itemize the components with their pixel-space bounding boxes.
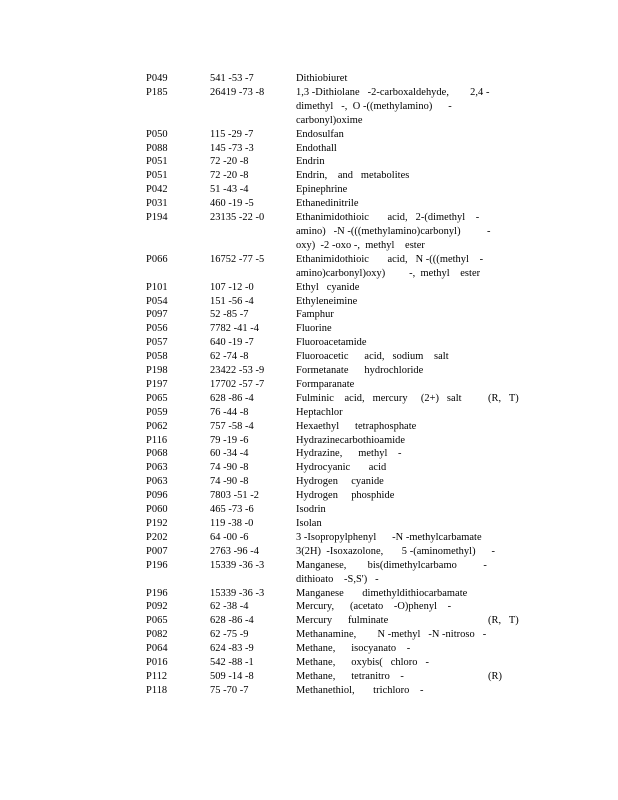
substance-name [296, 517, 488, 531]
waste-code: P042 [146, 184, 168, 196]
substance-name-line: amino)carbonyl)oxy) -, methyl ester [296, 267, 481, 279]
cas-number: 74 -90 -8 [210, 476, 249, 488]
cas-number: 460 -19 -5 [210, 198, 254, 210]
cas-number: 62 -74 -8 [210, 351, 249, 363]
table-row [0, 211, 618, 253]
substance-name [296, 350, 488, 364]
waste-code: P050 [146, 128, 168, 140]
table-row [0, 406, 618, 420]
substance-name [296, 336, 488, 350]
hazardous-waste-list [0, 72, 618, 698]
substance-name-line: Isodrin [296, 504, 326, 516]
table-row [0, 392, 618, 406]
substance-name [296, 392, 488, 406]
table-row [0, 364, 618, 378]
waste-code: P185 [146, 86, 168, 98]
cas-number: 151 -56 -4 [210, 295, 254, 307]
waste-code: P202 [146, 531, 168, 543]
substance-name [296, 545, 496, 559]
substance-name [296, 378, 488, 392]
substance-name-line: Ethanimidothioic acid, 2-(dimethyl - [296, 212, 480, 224]
waste-code: P064 [146, 643, 168, 655]
table-row [0, 350, 618, 364]
substance-name-line: Methanethiol, trichloro - [296, 684, 424, 696]
substance-name-line: Formetanate hydrochloride [296, 365, 424, 377]
substance-name [296, 155, 488, 169]
cas-number: 23135 -22 -0 [210, 212, 265, 224]
substance-name-line: Isolan [296, 518, 322, 529]
table-row [0, 72, 618, 86]
waste-code: P051 [146, 156, 168, 168]
substance-name-line: Famphur [296, 309, 334, 321]
substance-name [296, 420, 488, 434]
substance-name-line: Formparanate [296, 378, 355, 390]
substance-name [296, 614, 488, 628]
substance-name-line: dithioato -S,S') - [296, 573, 379, 585]
substance-name-line: carbonyl)oxime [296, 114, 363, 126]
substance-name-line: Hexaethyl tetraphosphate [296, 420, 417, 432]
waste-code: P056 [146, 323, 168, 335]
waste-code: P092 [146, 601, 168, 613]
substance-name [296, 211, 491, 253]
table-row [0, 670, 618, 684]
table-row [0, 600, 618, 614]
substance-name [296, 503, 488, 517]
substance-name-line: Ethyl cyanide [296, 281, 360, 293]
table-row [0, 531, 618, 545]
cas-number: 52 -85 -7 [210, 309, 249, 321]
cas-number: 115 -29 -7 [210, 128, 254, 140]
table-row [0, 656, 618, 670]
substance-name [296, 587, 488, 601]
substance-name-line: Endothall [296, 142, 337, 154]
table-row [0, 447, 618, 461]
cas-number: 72 -20 -8 [210, 170, 249, 182]
substance-name [296, 670, 488, 684]
substance-name-line: Mercury, (acetato -O)phenyl - [296, 601, 452, 613]
waste-code: P063 [146, 476, 168, 488]
substance-name [296, 600, 488, 614]
cas-number: 60 -34 -4 [210, 448, 249, 460]
cas-number: 51 -43 -4 [210, 184, 249, 196]
substance-name-line: Mercury fulminate [296, 615, 389, 627]
cas-number: 640 -19 -7 [210, 337, 254, 349]
cas-number: 107 -12 -0 [210, 281, 254, 293]
substance-name-line: 3(2H) -Isoxazolone, 5 -(aminomethyl) - [296, 545, 496, 557]
substance-name [296, 447, 488, 461]
substance-name-line: Heptachlor [296, 406, 343, 418]
substance-name-line: Endrin, and metabolites [296, 170, 410, 182]
substance-name [296, 72, 488, 86]
waste-code: P116 [146, 434, 168, 446]
substance-name-line: Hydrogen cyanide [296, 476, 384, 488]
substance-name [296, 197, 488, 211]
waste-code: P196 [146, 559, 168, 571]
waste-code: P063 [146, 462, 168, 474]
substance-name [296, 406, 488, 420]
table-row [0, 559, 618, 587]
cas-number: 62 -38 -4 [210, 601, 249, 613]
substance-name-line: Fluoroacetic acid, sodium salt [296, 351, 449, 363]
table-row [0, 183, 618, 197]
cas-number: 757 -58 -4 [210, 420, 254, 432]
waste-code: P054 [146, 295, 168, 307]
table-row [0, 169, 618, 183]
table-row [0, 253, 618, 281]
cas-number: 119 -38 -0 [210, 518, 254, 529]
waste-code: P016 [146, 657, 168, 669]
substance-name-line: Fluoroacetamide [296, 337, 367, 349]
table-row [0, 503, 618, 517]
substance-name [296, 642, 488, 656]
substance-name-line: Fulminic acid, mercury (2+) salt [296, 392, 462, 404]
waste-code: P088 [146, 142, 168, 154]
substance-name [296, 183, 488, 197]
cas-number: 628 -86 -4 [210, 392, 254, 404]
substance-name [296, 475, 488, 489]
table-row [0, 295, 618, 309]
cas-number: 16752 -77 -5 [210, 253, 265, 265]
substance-name-line: Methane, oxybis( chloro - [296, 657, 429, 669]
table-row [0, 86, 618, 128]
substance-name [296, 128, 488, 142]
cas-number: 15339 -36 -3 [210, 559, 265, 571]
table-row [0, 155, 618, 169]
waste-code: P066 [146, 253, 168, 265]
cas-number: 541 -53 -7 [210, 73, 254, 84]
substance-name [296, 628, 488, 642]
cas-number: 145 -73 -3 [210, 142, 254, 154]
table-row [0, 336, 618, 350]
substance-name [296, 364, 488, 378]
waste-code: P065 [146, 392, 168, 404]
waste-code: P068 [146, 448, 168, 460]
cas-number: 76 -44 -8 [210, 406, 249, 418]
substance-name-line: Hydrogen phosphide [296, 490, 395, 502]
waste-code: P198 [146, 365, 168, 377]
cas-number: 62 -75 -9 [210, 629, 249, 641]
waste-code: P049 [146, 73, 168, 84]
table-row [0, 517, 618, 531]
substance-name-line: oxy) -2 -oxo -, methyl ester [296, 239, 425, 251]
substance-name-line: Methane, isocyanato - [296, 643, 411, 655]
table-row [0, 475, 618, 489]
table-row [0, 128, 618, 142]
table-row [0, 322, 618, 336]
cas-number: 465 -73 -6 [210, 504, 254, 516]
waste-code: P194 [146, 212, 168, 224]
waste-code: P196 [146, 587, 168, 599]
table-row [0, 420, 618, 434]
table-row [0, 642, 618, 656]
substance-name [296, 322, 488, 336]
substance-name-line: Hydrazinecarbothioamide [296, 434, 406, 446]
substance-name-line: Methane, tetranitro - [296, 670, 404, 682]
waste-code: P062 [146, 420, 168, 432]
cas-number: 72 -20 -8 [210, 156, 249, 168]
cas-number: 75 -70 -7 [210, 684, 249, 696]
waste-code: P051 [146, 170, 168, 182]
table-row [0, 378, 618, 392]
waste-code: P007 [146, 545, 168, 557]
table-row [0, 308, 618, 322]
waste-code: P096 [146, 490, 168, 502]
cas-number: 7782 -41 -4 [210, 323, 260, 335]
hazard-code: (R) [488, 670, 503, 682]
substance-name [296, 295, 488, 309]
table-row [0, 142, 618, 156]
cas-number: 628 -86 -4 [210, 615, 254, 627]
waste-code: P118 [146, 684, 168, 696]
cas-number: 79 -19 -6 [210, 434, 249, 446]
table-row [0, 587, 618, 601]
substance-name-line: Manganese dimethyldithiocarbamate [296, 587, 468, 599]
substance-name [296, 684, 488, 698]
waste-code: P031 [146, 198, 168, 210]
substance-name-line: Ethanedinitrile [296, 198, 359, 210]
table-row [0, 545, 618, 559]
cas-number: 74 -90 -8 [210, 462, 249, 474]
cas-number: 15339 -36 -3 [210, 587, 265, 599]
substance-name-line: Hydrocyanic acid [296, 462, 387, 474]
hazard-code: (R, T) [488, 615, 519, 627]
cas-number: 624 -83 -9 [210, 643, 254, 655]
substance-name-line: Endosulfan [296, 128, 344, 140]
hazard-code: (R, T) [488, 392, 519, 404]
substance-name [296, 169, 488, 183]
waste-code: P059 [146, 406, 168, 418]
waste-code: P060 [146, 504, 168, 516]
substance-name-line: Hydrazine, methyl - [296, 448, 402, 460]
table-row [0, 684, 618, 698]
substance-name-line: 1,3 -Dithiolane -2-carboxaldehyde, 2,4 - [296, 86, 490, 98]
substance-name [296, 531, 488, 545]
substance-name [296, 308, 488, 322]
waste-code: P197 [146, 378, 168, 390]
substance-name-line: Ethanimidothioic acid, N -(((methyl - [296, 253, 484, 265]
substance-name-line: Dithiobiuret [296, 73, 348, 84]
substance-name [296, 656, 488, 670]
cas-number: 17702 -57 -7 [210, 378, 265, 390]
substance-name [296, 86, 488, 128]
waste-code: P065 [146, 615, 168, 627]
waste-code: P097 [146, 309, 168, 321]
substance-name-line: Ethyleneimine [296, 295, 358, 307]
cas-number: 2763 -96 -4 [210, 545, 260, 557]
substance-name [296, 142, 488, 156]
table-row [0, 281, 618, 295]
table-row [0, 197, 618, 211]
cas-number: 23422 -53 -9 [210, 365, 265, 377]
table-row [0, 489, 618, 503]
cas-number: 26419 -73 -8 [210, 86, 265, 98]
cas-number: 542 -88 -1 [210, 657, 254, 669]
substance-name-line: Methanamine, N -methyl -N -nitroso - [296, 629, 487, 641]
waste-code: P082 [146, 629, 168, 641]
substance-name-line: 3 -Isopropylphenyl -N -methylcarbamate [296, 531, 482, 543]
table-row [0, 614, 618, 628]
cas-number: 7803 -51 -2 [210, 490, 260, 502]
substance-name [296, 461, 488, 475]
cas-number: 64 -00 -6 [210, 531, 249, 543]
substance-name [296, 253, 488, 281]
table-row [0, 461, 618, 475]
waste-code: P101 [146, 281, 168, 293]
substance-name-line: Epinephrine [296, 184, 348, 196]
cas-number: 509 -14 -8 [210, 670, 254, 682]
table-row [0, 434, 618, 448]
substance-name [296, 434, 488, 448]
substance-name [296, 281, 488, 295]
table-row [0, 628, 618, 642]
substance-name-line: dimethyl -, O -((methylamino) - [296, 100, 452, 112]
substance-name-line: Manganese, bis(dimethylcarbamo - [296, 559, 487, 571]
waste-code: P058 [146, 351, 168, 363]
waste-code: P057 [146, 337, 168, 349]
substance-name-line: Endrin [296, 156, 325, 168]
waste-code: P192 [146, 518, 168, 529]
waste-code: P112 [146, 670, 168, 682]
substance-name-line: amino) -N -(((methylamino)carbonyl) - [296, 225, 491, 237]
substance-name [296, 489, 488, 503]
substance-name-line: Fluorine [296, 323, 332, 335]
substance-name [296, 559, 488, 587]
